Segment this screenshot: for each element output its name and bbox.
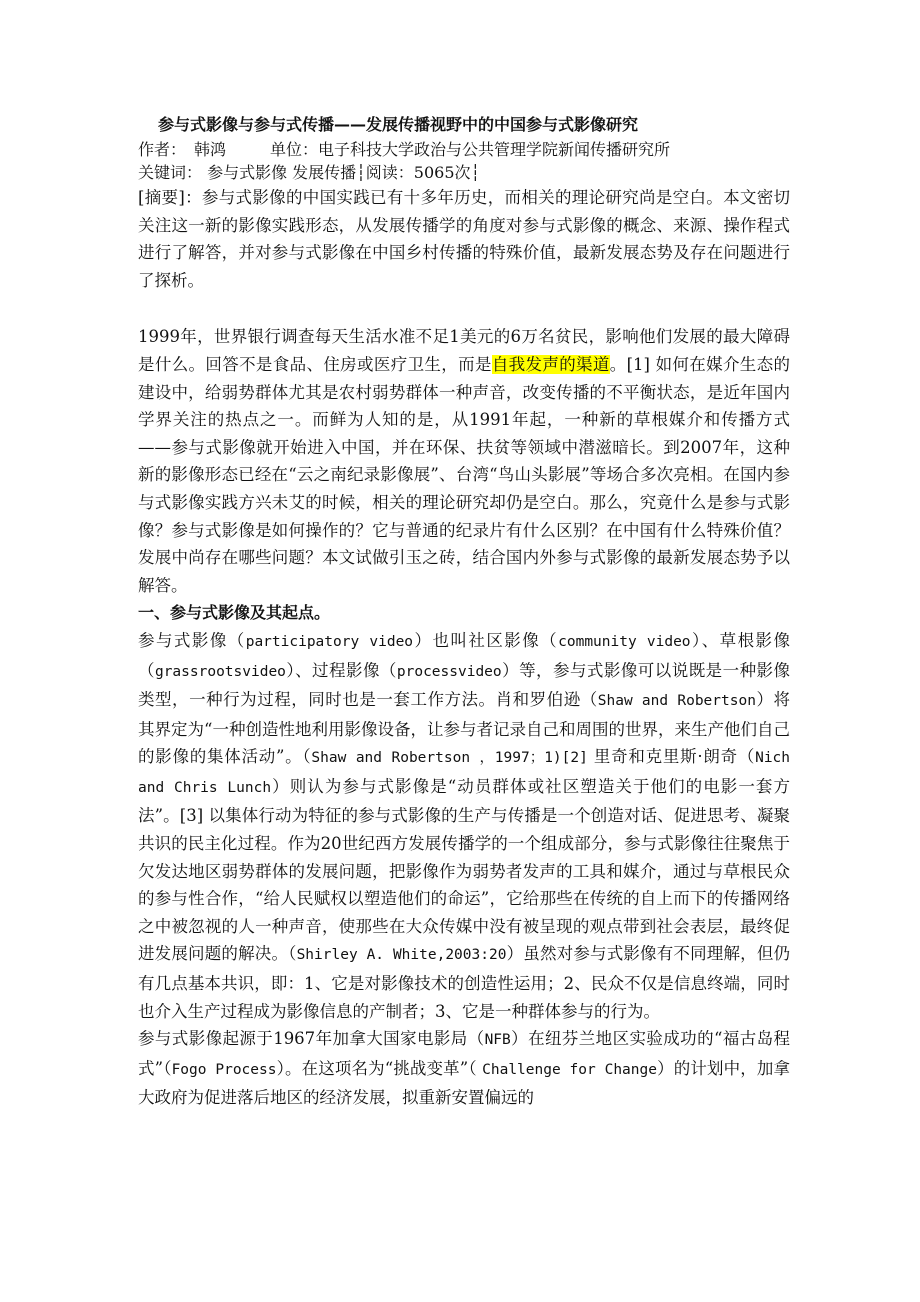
citation: Shirley A. White,2003:20: [296, 947, 507, 964]
latin-term: community video: [558, 633, 691, 650]
author-line: [138, 138, 790, 161]
section-heading: 一、参与式影像及其起点。: [138, 603, 331, 623]
latin-term: Fogo Process: [171, 1061, 277, 1078]
text-run: ）、过程影像（: [285, 660, 397, 680]
text-run: 参与式影像起源于1967年加拿大国家电影局（: [138, 1029, 485, 1049]
intro-text-cont: 。[1] 如何在媒介生态的建设中，给弱势群体尤其是农村弱势群体一种声音，改变传播的不平衡状态，是近年国内学界关注的热点之一。而鲜为人知的是，从1991年起，一种新的草根媒介和传播方式——参与式影像就开始进入中国，并在环保、扶贫等领域中潜滋暗长。到2007年，这种新的影像形态已经在“云之南纪录影像展”、台湾“鸟山头影展”等场合多次亮相。在国内参与式影像实践方兴未艾的时候，相关的理论研究却仍是空白。那么，究竟什么是参与式影像？参与式影像是如何操作的？它与普通的纪录片有什么区别？在中国有什么特殊价值？发展中尚存在哪些问题？本文试做引玉之砖，结合国内外参与式影像的最新发展态势予以解答。: [138, 354, 790, 595]
text-run: ）等，参与式影像可以说既是一种影像类型，一种行为过程，同时也是一套工作方法。肖和罗伯逊（: [138, 660, 791, 710]
body-paragraph-1: [138, 627, 790, 1025]
document-body: [138, 112, 790, 1112]
author-label: 作者：: [138, 140, 187, 159]
text-run: 参与式影像（: [138, 630, 246, 650]
latin-term: NFB: [484, 1032, 511, 1049]
text-run: ）则认为参与式影像是“动员群体或社区塑造关于他们的电影一套方法”。[3] 以集体行动为特征的参与式影像的生产与传播是一个创造对话、促进思考、凝聚共识的民主化过程。作为20世纪西方发展传播学的一个组成部分，参与式影像往往聚焦于欠发达地区弱势群体的发展问题，把影像作为弱势者发声的工具和媒介，通过与草根民众的参与性合作，“给人民赋权以塑造他们的命运”，它给那些在传统的自上而下的传播网络之中被忽视的人一种声音，使那些在大众传媒中没有被呈现的观点带到社会表层，最终促进发展问题的解决。（: [138, 776, 790, 964]
latin-term: Challenge for Change: [482, 1061, 657, 1078]
intro-text: 1999年，世界银行调查每天生活水准不足1美元的6万名贫民，影响他们发展的最大障碍是什么。回答不是食品、住房或医疗卫生，而是: [138, 327, 790, 374]
citation: Shaw and Robertson ，1997；1)[2]: [311, 750, 588, 767]
text-run: ）。在这项名为“挑战变革”（: [276, 1058, 483, 1078]
keywords-line: 关键词： 参与式影像 发展传播┆阅读：5065次┆: [138, 163, 481, 182]
paragraph-spacer: [138, 294, 790, 323]
text-run: ）将其界定为“一种创造性地利用影像设备，让参与者记录自己和周围的世界，来生产他们自己的影像的集体活动”。（: [138, 690, 791, 767]
text-run: ）也叫社区影像（: [413, 630, 559, 650]
latin-term: Shaw and Robertson: [597, 693, 756, 710]
latin-term: Nich and Chris Lunch: [138, 750, 791, 796]
text-run: ）、草根影像（: [138, 630, 790, 680]
intro-paragraph: [138, 323, 790, 599]
unit-label: 单位：: [270, 140, 319, 159]
text-run: 里奇和克里斯·朗奇（: [587, 747, 756, 767]
unit-name: 电子科技大学政治与公共管理学院新闻传播研究所: [318, 140, 671, 159]
text-run: ）虽然对参与式影像有不同理解，但仍有几点基本共识，即：1、它是对影像技术的创造性运用；2、民众不仅是信息终端，同时也介入生产过程成为影像信息的产制者；3、它是一种群体参与的行为。: [138, 944, 791, 1021]
highlighted-phrase: 自我发声的渠道: [491, 354, 610, 374]
page-title: 参与式影像与参与式传播——发展传播视野中的中国参与式影像研究: [158, 115, 639, 134]
latin-term: participatory video: [245, 633, 414, 650]
abstract-paragraph: [摘要]：参与式影像的中国实践已有十多年历史，而相关的理论研究尚是空白。本文密切关注这一新的影像实践形态，从发展传播学的角度对参与式影像的概念、来源、操作程式进行了解答，并对参与式影像在中国乡村传播的特殊价值，最新发展态势及存在问题进行了探析。: [138, 188, 790, 290]
latin-term: processvideo: [396, 663, 502, 680]
latin-term: grassrootsvideo: [154, 663, 286, 680]
text-run: ）的计划中，加拿大政府为促进落后地区的经济发展，拟重新安置偏远的: [138, 1058, 791, 1108]
body-paragraph-2: [138, 1025, 790, 1112]
text-run: ）在纽芬兰地区实验成功的“福古岛程式”（: [138, 1029, 790, 1078]
author-name: 韩鸿: [194, 140, 227, 159]
